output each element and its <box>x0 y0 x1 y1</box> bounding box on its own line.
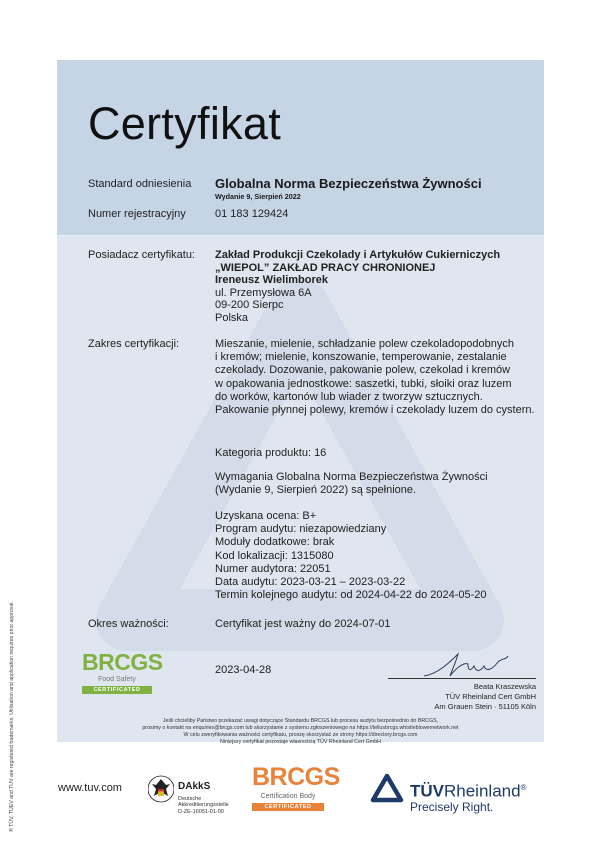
dakks-name: DAkkS <box>178 781 211 792</box>
footnote-line: prosimy o kontakt na enquiries@brcgs.com lub skorzystanie z systemu zgłoszeniowego na https://tellusbrcgs.whistleblowernetwork.net <box>142 725 459 731</box>
standard-edition: Wydanie 9, Sierpień 2022 <box>215 192 301 201</box>
requirements-line: Wymagania Globalna Norma Bezpieczeństwa Żywności <box>215 471 488 483</box>
dakks-code: D-ZE-16051-01-00 <box>178 809 224 815</box>
brcgs-food-safety-logo <box>82 649 163 694</box>
footnote-line: W celu zweryfikowania ważności certyfikatu, proszę skorzystać ze strony https://directory.brcgs.com <box>183 732 418 738</box>
holder-block <box>215 249 500 325</box>
audit-detail-line: Moduły dodatkowe: brak <box>215 536 335 549</box>
tuv-registered-mark: ® <box>520 783 527 792</box>
audit-detail-line: Kod lokalizacji: 1315080 <box>215 549 334 562</box>
scope-line: i kremów; mielenie, konszowanie, temperowanie, zestalanie <box>215 351 507 364</box>
brcgs-cb-badge: CERTIFICATED <box>252 803 324 811</box>
signatory-company: TÜV Rheinland Cert GmbH <box>445 692 536 701</box>
holder-name-line: „WIEPOL” ZAKŁAD PRACY CHRONIONEJ <box>215 261 436 274</box>
validity-label: Okres ważności: <box>88 618 169 630</box>
audit-detail-line: Uzyskana ocena: B+ <box>215 510 317 522</box>
brcgs-badge: CERTIFICATED <box>82 686 152 694</box>
signature-icon <box>420 648 510 680</box>
audit-detail-line: Numer audytora: 22051 <box>215 562 331 575</box>
holder-address-line: 09-200 Sierpc <box>215 299 284 312</box>
trademark-notice: ® TÜV, TUEV and TUV are registered trademarks. Utilisation and application requires prior approval. <box>9 601 15 832</box>
scope-line: Pakowanie płynnej polewy, kremów i czekolady luzem do cystern. <box>215 404 535 417</box>
scope-line: w opakowania jednostkowe: saszetki, tubki, słoiki oraz luzem <box>215 377 512 390</box>
registration-number: 01 183 129424 <box>215 208 289 220</box>
holder-label: Posiadacz certyfikatu: <box>88 249 195 261</box>
brcgs-logo-sub: Food Safety <box>98 676 136 683</box>
website-link[interactable]: www.tuv.com <box>58 782 122 794</box>
signatory-name: Beata Kraszewska <box>473 682 536 691</box>
validity-value: Certyfikat jest ważny do 2024-07-01 <box>215 618 391 630</box>
holder-name-line: Zakład Produkcji Czekolady i Artykułów Cukierniczych <box>215 249 501 261</box>
registration-label: Numer rejestracyjny <box>88 208 186 220</box>
standard-name: Globalna Norma Bezpieczeństwa Żywności <box>215 176 482 191</box>
tuv-brand-rest: Rheinland <box>444 781 521 801</box>
dakks-logo <box>148 772 238 822</box>
scope-line: Mieszanie, mielenie, schładzanie polew czekoladopodobnych <box>215 338 515 350</box>
certificate-title: Certyfikat <box>88 98 282 149</box>
audit-detail-line: Program audytu: niezapowiedziany <box>215 523 387 536</box>
dakks-line2: Akkreditierungsstelle <box>178 802 229 808</box>
tuv-triangle-icon <box>370 773 404 803</box>
audit-detail-line: Data audytu: 2023-03-21 – 2023-03-22 <box>215 576 406 589</box>
requirements-line: (Wydanie 9, Sierpień 2022) są spełnione. <box>215 484 417 497</box>
audit-details <box>215 510 487 602</box>
footnote-line: Niniejszy certyfikat pozostaje własnością TÜV Rheinland Cert GmbH <box>220 739 381 745</box>
brcgs-cb-text: BRCGS <box>252 763 340 791</box>
scope-text <box>215 338 535 417</box>
standard-label: Standard odniesienia <box>88 178 192 190</box>
brcgs-logo-text: BRCGS <box>82 649 163 675</box>
requirements-text <box>215 471 488 497</box>
dakks-line1: Deutsche <box>178 796 202 802</box>
scope-line: do worków, kartonów lub wiader z tworzyw sztucznych. <box>215 390 483 403</box>
holder-address-line: Polska <box>215 311 249 324</box>
audit-detail-line: Termin kolejnego audytu: od 2024-04-22 do 2024-05-20 <box>215 589 487 602</box>
scope-label: Zakres certyfikacji: <box>88 338 180 350</box>
tuv-brand <box>410 778 526 802</box>
holder-name-line: Ireneusz Wielimborek <box>215 274 328 287</box>
footnote-line: Jeśli chcieliby Państwo przekazać uwagi dotyczące Standardu BRCGS lub procesu audytu bezpośrednio do BRCGS, <box>162 718 439 724</box>
brcgs-certification-body-logo <box>252 763 340 811</box>
issue-date: 2023-04-28 <box>215 664 272 676</box>
scope-line: czekolady. Dozowanie, pakowanie polew, czekolad i kremów <box>215 364 511 377</box>
dakks-eagle-icon <box>148 774 174 804</box>
tuv-slogan: Precisely Right. <box>410 800 494 814</box>
product-category: Kategoria produktu: 16 <box>215 447 327 459</box>
signature-line <box>388 678 536 679</box>
holder-address-line: ul. Przemysłowa 6A <box>215 286 312 299</box>
signatory-address: Am Grauen Stein · 51105 Köln <box>434 702 536 711</box>
tuv-brand-bold: TÜV <box>410 781 444 801</box>
brcgs-cb-sub: Certification Body <box>260 793 316 800</box>
